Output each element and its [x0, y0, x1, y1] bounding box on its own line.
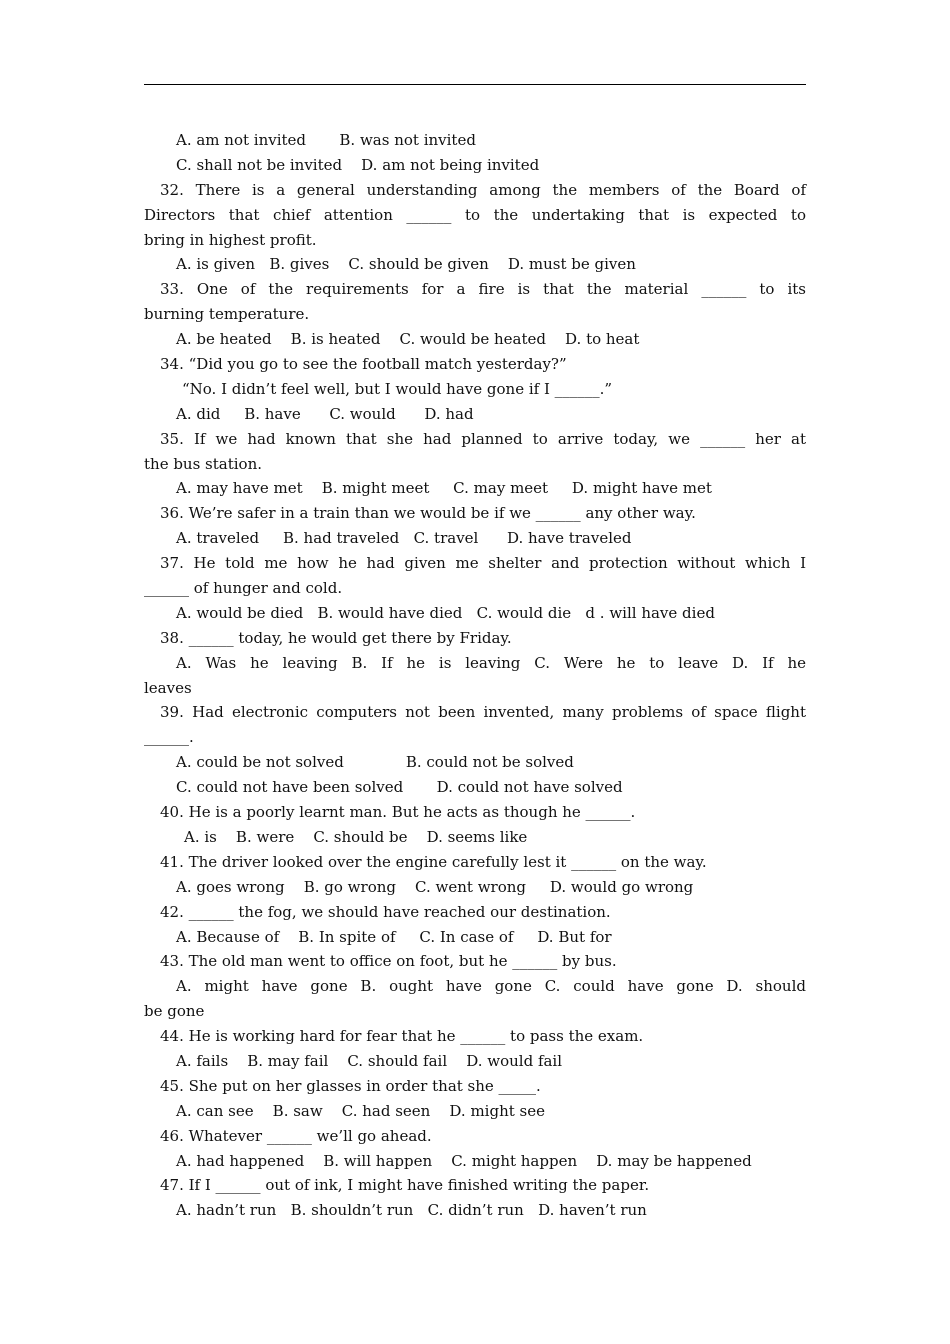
option-line: A. had happened B. will happen C. might happen D. may be happened	[176, 1151, 752, 1170]
question-line: 45. She put on her glasses in order that she _____.	[160, 1076, 541, 1095]
option-line: A. would be died B. would have died C. would die d . will have died	[176, 603, 715, 622]
option-line: A. traveled B. had traveled C. travel D. have traveled	[176, 529, 632, 548]
question-line: 35. If we had known that she had planned to arrive today, we ______ her at	[160, 429, 806, 448]
option-line: C. could not have been solved D. could not have solved	[176, 778, 623, 797]
question-line: 36. We’re safer in a train than we would be if we ______ any other way.	[160, 504, 696, 523]
question-line: 43. The old man went to office on foot, but he ______ by bus.	[160, 952, 617, 971]
option-line: A. hadn’t run B. shouldn’t run C. didn’t run D. haven’t run	[176, 1201, 647, 1220]
option-line: A. is given B. gives C. should be given D. must be given	[176, 255, 636, 274]
question-line: 38. ______ today, he would get there by Friday.	[160, 628, 512, 647]
option-line: be gone	[144, 1002, 205, 1021]
option-line: A. might have gone B. ought have gone C. could have gone D. should	[176, 977, 806, 996]
option-line: A. may have met B. might meet C. may meet D. might have met	[176, 479, 712, 498]
question-line: 44. He is working hard for fear that he ______ to pass the exam.	[160, 1027, 644, 1046]
question-line: 47. If I ______ out of ink, I might have finished writing the paper.	[160, 1176, 650, 1195]
question-line: 33. One of the requirements for a fire is that the material ______ to its	[160, 280, 806, 299]
option-line: leaves	[144, 678, 192, 697]
question-line: 37. He told me how he had given me shelter and protection without which I	[160, 554, 806, 573]
question-line: ______ of hunger and cold.	[144, 579, 343, 598]
exercise-text	[144, 128, 806, 1223]
question-line: ______.	[144, 728, 194, 747]
option-line: A. fails B. may fail C. should fail D. would fail	[176, 1051, 563, 1070]
option-line: A. goes wrong B. go wrong C. went wrong D. would go wrong	[176, 877, 694, 896]
option-line: A. am not invited B. was not invited	[176, 131, 476, 149]
question-line: Directors that chief attention ______ to the undertaking that is expected to	[144, 205, 806, 224]
question-line: 32. There is a general understanding among the members of the Board of	[160, 180, 806, 199]
question-line: 40. He is a poorly learnt man. But he acts as though he ______.	[160, 803, 636, 822]
option-line: A. be heated B. is heated C. would be heated D. to heat	[176, 330, 640, 349]
option-line: C. shall not be invited D. am not being invited	[176, 155, 540, 174]
header-rule	[144, 84, 806, 85]
question-line: burning temperature.	[144, 305, 310, 324]
question-line: bring in highest profit.	[144, 230, 317, 249]
question-line: 34. “Did you go to see the football match yesterday?”	[160, 355, 567, 374]
question-line: 41. The driver looked over the engine carefully lest it ______ on the way.	[160, 852, 707, 871]
question-line: 46. Whatever ______ we’ll go ahead.	[160, 1126, 432, 1145]
question-line: 42. ______ the fog, we should have reached our destination.	[160, 902, 611, 921]
question-line: “No. I didn’t feel well, but I would have gone if I ______.”	[182, 379, 613, 398]
question-line: 39. Had electronic computers not been invented, many problems of space flight	[160, 703, 806, 722]
question-line: the bus station.	[144, 454, 263, 473]
option-line: A. did B. have C. would D. had	[176, 404, 474, 423]
option-line: A. Because of B. In spite of C. In case of D. But for	[176, 927, 612, 946]
option-line: A. is B. were C. should be D. seems like	[184, 827, 528, 846]
option-line: A. can see B. saw C. had seen D. might see	[176, 1101, 545, 1120]
option-line: A. could be not solved B. could not be solved	[176, 753, 574, 772]
option-line: A. Was he leaving B. If he is leaving C. Were he to leave D. If he	[176, 653, 806, 672]
